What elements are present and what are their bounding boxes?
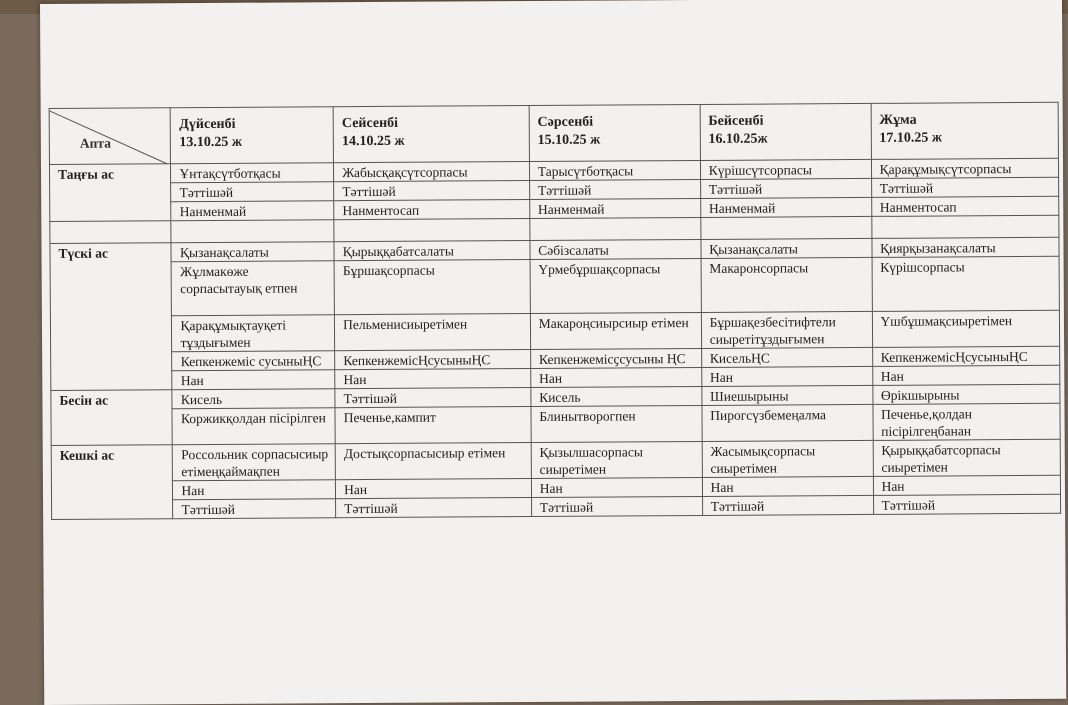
menu-cell: Ұнтақсүтботқасы (171, 163, 334, 183)
day-date: 17.10.25 ж (879, 130, 943, 146)
menu-cell: КепкенжемісҢсусыныҢС (872, 346, 1060, 366)
menu-cell: Кепкенжемісҫсусыны ҢС (530, 348, 701, 368)
menu-cell: Кисель (172, 389, 335, 409)
menu-cell: Пельменисиыретімен (335, 314, 531, 351)
menu-cell: Жабысқақсүтсорпасы (334, 162, 530, 182)
table-row (51, 439, 1060, 481)
menu-cell: Пирогсүзбемеңалма (702, 404, 873, 441)
day-name: Сәрсенбі (537, 114, 594, 130)
menu-cell: Печенье,кампит (335, 407, 531, 444)
menu-cell: Кисель (531, 386, 702, 406)
day-date: 13.10.25 ж (179, 134, 243, 151)
menu-cell: Қиярқызанақсалаты (872, 237, 1060, 257)
menu-cell: Тәттішәй (335, 388, 531, 408)
menu-cell: Блинытворогпен (531, 405, 702, 442)
day-date: 16.10.25ж (708, 131, 768, 147)
day-name: Дүйсенбі (179, 116, 236, 133)
day-header-2 (529, 104, 700, 161)
menu-cell: Россольник сорпасысиыр етімеңқаймақпен (173, 444, 336, 481)
menu-cell: Бұршақезбесітифтели сиыретітұздығымен (701, 311, 872, 348)
menu-cell: Кепкенжеміс сусыныҢС (172, 351, 335, 371)
menu-cell: Тәттішәй (873, 494, 1061, 514)
menu-cell: Қырыққабатсалаты (334, 241, 530, 261)
day-header-3 (700, 103, 871, 160)
day-date: 15.10.25 ж (537, 132, 601, 148)
menu-cell: Шиешырыны (702, 385, 873, 405)
menu-cell: Тәттішәй (700, 178, 871, 198)
menu-cell: Нан (173, 480, 336, 500)
menu-cell: Қызанақсалаты (701, 238, 872, 258)
menu-cell: Қызанақсалаты (171, 242, 334, 262)
table-row (51, 403, 1060, 445)
menu-cell: Жасымықсорпасы сиыретімен (702, 440, 873, 477)
menu-cell: Тәттішәй (336, 498, 532, 518)
menu-cell: Күрішсорпасы (872, 256, 1060, 311)
menu-cell: Нан (335, 369, 531, 389)
menu-cell: Печенье,қолдан пісірілгеңбанан (873, 403, 1061, 440)
menu-cell: Тәттішәй (871, 177, 1059, 197)
menu-cell: Қызылшасорпасы сиыретімен (531, 441, 702, 478)
meal-label-breakfast: Таңғы ас (49, 164, 171, 222)
menu-cell: Бұршақсорпасы (334, 260, 530, 315)
menu-cell: Нан (172, 370, 335, 390)
day-name: Жұма (879, 112, 917, 128)
empty-cell (530, 217, 701, 240)
menu-cell: Нанменмай (700, 197, 871, 217)
empty-cell (171, 220, 334, 243)
menu-cell: Нанментосап (871, 196, 1059, 216)
day-name: Сейсенбі (341, 115, 399, 132)
menu-cell: Нан (336, 479, 532, 499)
menu-cell: Достықсорпасысиыр етімен (335, 443, 531, 480)
menu-cell: Қарақұмықтауқеті тұздығымен (172, 315, 335, 352)
meal-label-snack: Бесін ас (51, 390, 173, 446)
meal-label-dinner: Кешкі ас (51, 445, 173, 520)
menu-cell: Тәттішәй (529, 179, 700, 199)
menu-cell: Үрмебұршақсорпасы (530, 258, 701, 313)
meal-label-lunch: Түскі ас (50, 243, 172, 391)
menu-cell: Нан (702, 476, 873, 496)
menu-cell: Тәттішәй (173, 499, 336, 519)
table-row (50, 310, 1059, 352)
menu-cell: Тәттішәй (171, 182, 334, 202)
menu-cell: Қарақұмықсүтсорпасы (871, 158, 1059, 178)
empty-cell (334, 219, 530, 242)
day-date: 14.10.25 ж (341, 133, 405, 150)
menu-cell: КисельҢС (701, 347, 872, 367)
day-header-1 (333, 106, 529, 163)
empty-cell (871, 215, 1059, 238)
corner-cell (49, 108, 171, 165)
menu-sheet (40, 0, 1066, 705)
day-header-4 (871, 102, 1059, 159)
empty-cell (700, 216, 871, 239)
menu-cell: Макароңсиырсиыр етімен (530, 312, 701, 349)
menu-cell: Нанментосап (334, 200, 530, 220)
menu-cell: Күрішсүтсорпасы (700, 159, 871, 179)
menu-cell: Нан (701, 366, 872, 386)
day-header-0 (171, 107, 334, 164)
corner-label: Апта (79, 135, 111, 151)
menu-cell: Макаронсорпасы (701, 257, 872, 312)
empty-cell (50, 221, 172, 244)
menu-cell: Жұлмакөже сорпасытауық етпен (172, 261, 335, 316)
menu-cell: Нан (531, 477, 702, 497)
menu-cell: Нанменмай (529, 198, 700, 218)
menu-cell: Үшбұшмақсиыретімен (872, 310, 1060, 347)
menu-cell: Нан (531, 367, 702, 387)
day-name: Бейсенбі (708, 113, 764, 129)
menu-cell: Нан (873, 475, 1061, 495)
menu-cell: Нан (872, 365, 1060, 385)
weekly-menu-table (49, 102, 1061, 520)
menu-cell: Сәбізсалаты (530, 239, 701, 259)
menu-cell: Өрікшырыны (872, 384, 1060, 404)
menu-cell: Тарысүтботқасы (529, 160, 700, 180)
menu-cell: Нанменмай (171, 201, 334, 221)
menu-cell: Тәттішәй (334, 181, 530, 201)
menu-cell: Тәттішәй (702, 495, 873, 515)
header-row (49, 102, 1058, 164)
menu-cell: КепкенжемісҢсусыныҢС (335, 350, 531, 370)
menu-cell: Коржикқолдан пісірілген (172, 408, 335, 445)
menu-cell: Қырыққабатсорпасы сиыретімен (873, 439, 1061, 476)
table-row (50, 256, 1059, 316)
menu-cell: Тәттішәй (531, 496, 702, 516)
